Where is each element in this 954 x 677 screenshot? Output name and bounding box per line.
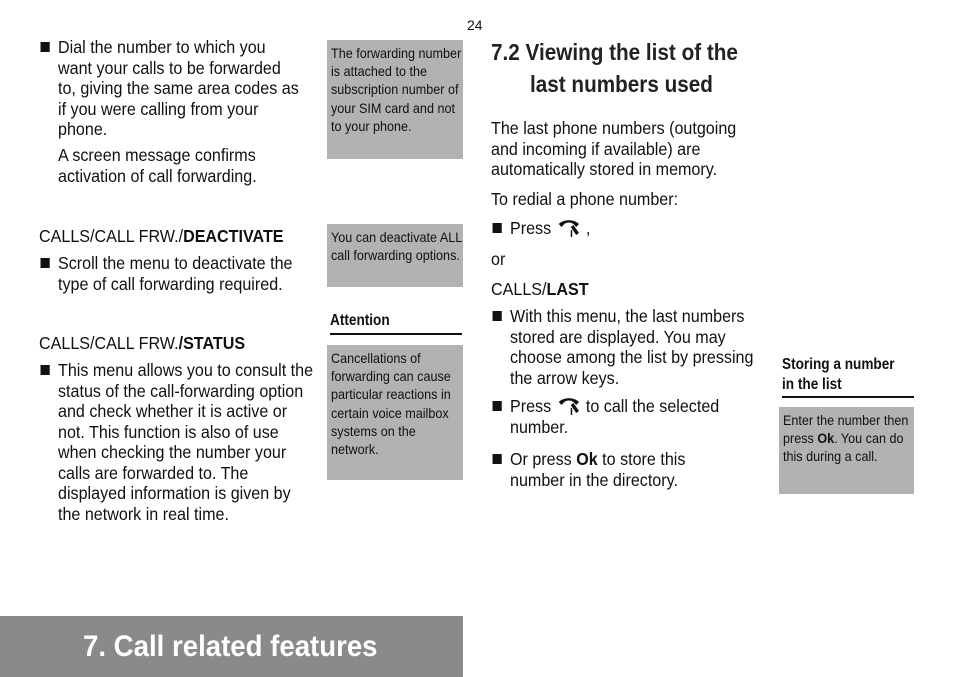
bullet-store-ok-prefix: Or press — [510, 449, 577, 469]
bullet-press-selected-text: Press — [510, 396, 552, 416]
bullet-store-ok — [510, 449, 712, 490]
bullet-press-call-text: Press — [510, 218, 552, 238]
note-deactivate-all — [327, 224, 463, 287]
section-title-line1: 7.2 Viewing the list of the — [491, 39, 738, 65]
note-storing-number — [779, 407, 914, 494]
call-key-icon — [556, 396, 582, 416]
storing-number-title — [782, 355, 914, 398]
call-key-icon — [556, 218, 582, 238]
path-last-bold: LAST — [546, 279, 589, 299]
bullet-scroll-menu-text: Scroll the menu to deactivate the type of call forwarding required. — [58, 253, 293, 294]
confirm-paragraph: A screen message confirms activation of call forwarding. — [58, 145, 257, 186]
bullet-last-menu — [510, 306, 758, 388]
chapter-title: 7. Call related features — [83, 630, 378, 663]
path-status-bold: /STATUS — [178, 333, 246, 353]
bullet-press-selected — [510, 396, 758, 437]
note-deactivate-all-text: You can deactivate ALL call forwarding options. — [331, 229, 462, 264]
storing-number-title-text: Storing a number in the list — [782, 356, 895, 393]
bullet-dial-number — [58, 37, 300, 140]
bullet-scroll-menu — [58, 253, 311, 294]
path-deactivate-prefix: CALLS/CALL FRW./ — [39, 226, 184, 246]
path-status — [39, 333, 245, 353]
section-title-line2: last numbers used — [530, 71, 713, 97]
bullet-store-ok-suffix: to store this number in the directory. — [510, 449, 686, 490]
note-storing-suffix: . You can do this during a call. — [783, 430, 904, 465]
note-forwarding-number-text: The forwarding number is attached to the subscription number of your SIM card and not to your phone. — [331, 45, 462, 134]
attention-title — [330, 311, 462, 335]
redial-paragraph: To redial a phone number: — [491, 189, 679, 209]
page-number: 24 — [467, 17, 483, 33]
path-deactivate-bold: DEACTIVATE — [183, 226, 284, 246]
path-last — [491, 279, 589, 299]
bullet-press-call — [510, 218, 694, 239]
note-cancellations-text: Cancellations of forwarding can cause particular reactions in certain voice mailbox systems on the network. — [331, 350, 451, 458]
bullet-press-call-suffix: , — [585, 218, 591, 238]
bullet-store-ok-bold: Ok — [576, 449, 598, 469]
note-storing-prefix: Enter the number then press — [783, 412, 909, 447]
note-cancellations — [327, 345, 463, 480]
or-text: or — [491, 249, 506, 269]
path-last-prefix: CALLS/ — [491, 279, 547, 299]
path-deactivate — [39, 226, 284, 246]
path-status-prefix: CALLS/CALL FRW. — [39, 333, 179, 353]
last-numbers-paragraph: The last phone numbers (outgoing and incoming if available) are automatically stored in memory. — [491, 118, 737, 179]
note-storing-number-text — [783, 411, 918, 466]
bullet-dial-number-text: Dial the number to which you want your calls to be forwarded to, giving the same area codes as if you were calling from your phone. — [58, 37, 299, 139]
bullet-last-menu-text: With this menu, the last numbers stored are displayed. You may choose among the list by pressing the arrow keys. — [510, 306, 754, 388]
note-storing-bold: Ok — [817, 430, 835, 447]
bullet-status-menu — [58, 360, 316, 524]
note-forwarding-number — [327, 40, 463, 159]
bullet-press-selected-suffix: to call the selected number. — [510, 396, 720, 437]
bullet-status-menu-text: This menu allows you to consult the status of the call-forwarding option and check whether it is active or not. This function is also of use when checking the number your calls are forwarded to. The displayed information is given by the network in real time. — [58, 360, 314, 524]
attention-title-text: Attention — [330, 312, 390, 329]
